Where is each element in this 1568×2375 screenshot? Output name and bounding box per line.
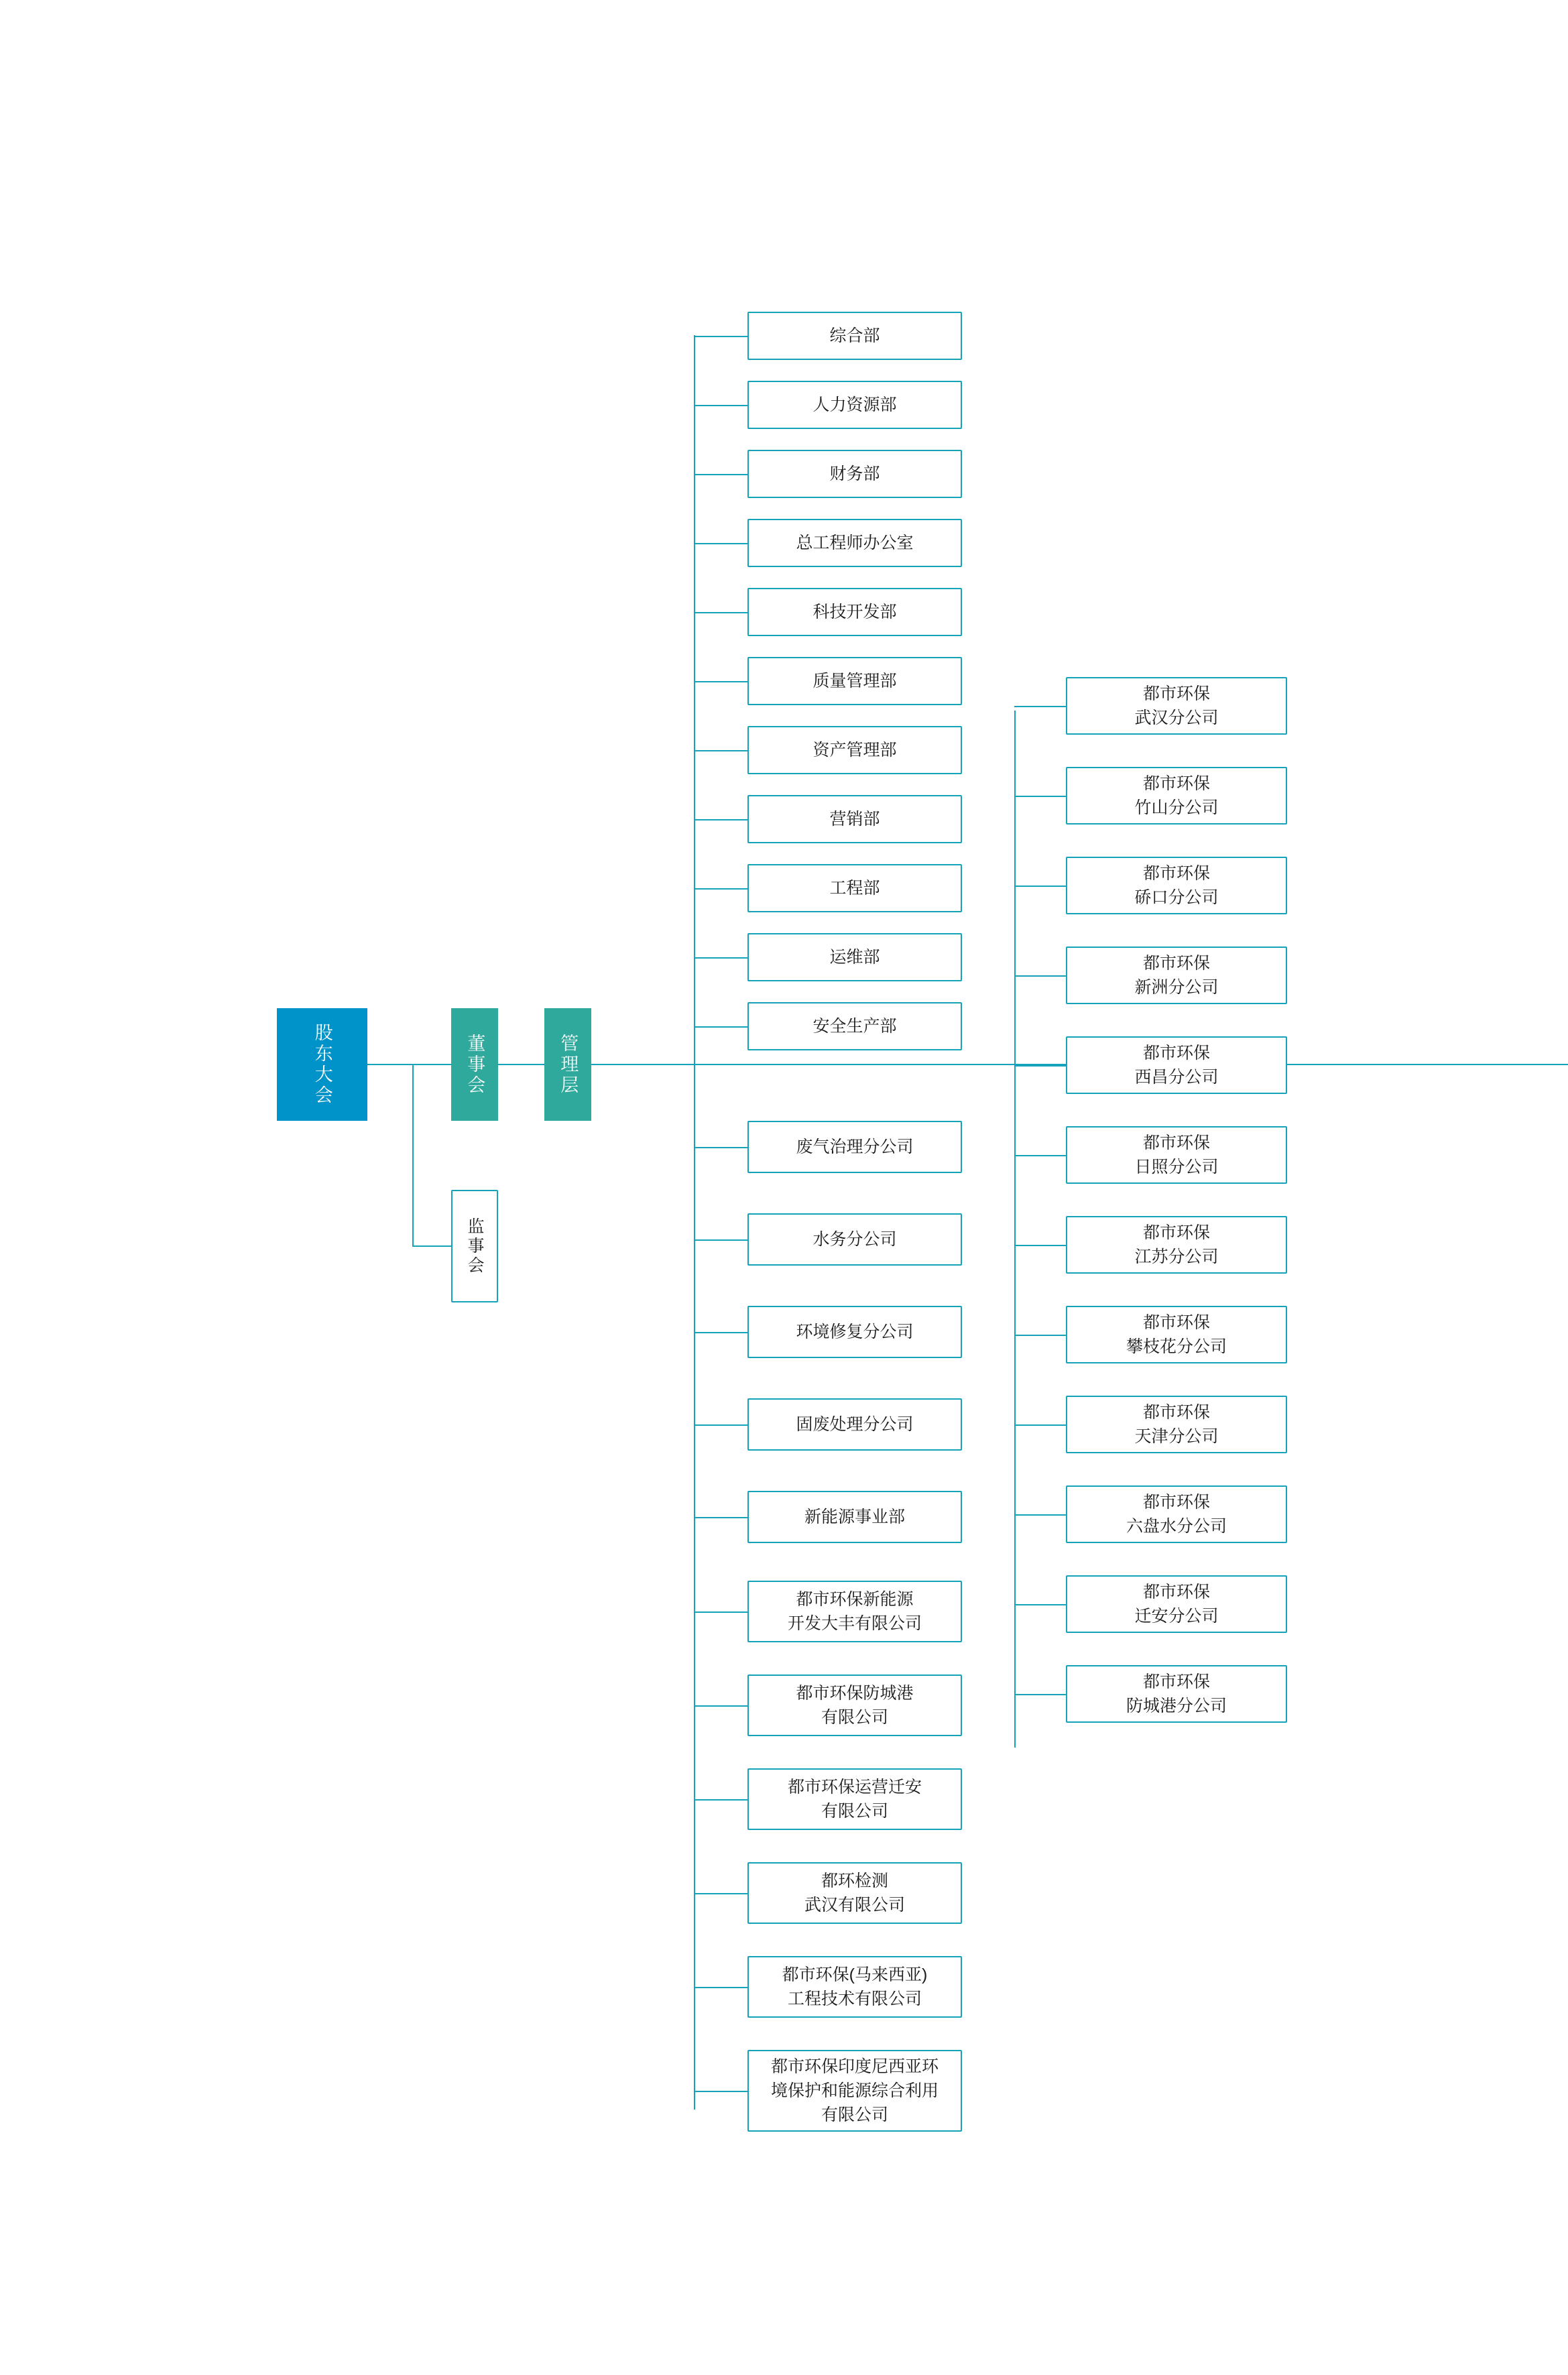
subsidiary-node: 环境修复分公司 (747, 1306, 962, 1358)
department-node: 综合部 (747, 312, 962, 360)
department-node: 运维部 (747, 933, 962, 981)
branch-node: 都市环保 西昌分公司 (1066, 1036, 1287, 1094)
conn-subsidiary (694, 1332, 747, 1333)
branch-node: 都市环保 竹山分公司 (1066, 767, 1287, 825)
subsidiary-node: 废气治理分公司 (747, 1121, 962, 1173)
conn-shareholders-down (412, 1064, 414, 1246)
branch-node: 都市环保 武汉分公司 (1066, 677, 1287, 735)
department-node: 总工程师办公室 (747, 519, 962, 567)
conn-shareholders-board (367, 1064, 451, 1065)
subsidiary-node: 固废处理分公司 (747, 1398, 962, 1451)
conn-department (694, 957, 747, 959)
department-node: 财务部 (747, 450, 962, 498)
conn-department (694, 336, 747, 337)
conn-department (694, 750, 747, 751)
conn-branch (1014, 1604, 1066, 1605)
conn-subsidiary (694, 1893, 747, 1894)
department-node: 安全生产部 (747, 1002, 962, 1050)
branch-node: 都市环保 天津分公司 (1066, 1396, 1287, 1453)
conn-branch (1014, 1514, 1066, 1516)
conn-branch (1014, 796, 1066, 797)
node-supervisors: 监事会 (451, 1190, 498, 1302)
branch-node: 都市环保 江苏分公司 (1066, 1216, 1287, 1274)
conn-department (694, 474, 747, 475)
department-node: 科技开发部 (747, 588, 962, 636)
conn-branch (1014, 1694, 1066, 1695)
branch-node: 都市环保 硚口分公司 (1066, 857, 1287, 914)
department-node: 营销部 (747, 795, 962, 843)
node-board: 董事会 (451, 1008, 498, 1121)
branch-node: 都市环保 六盘水分公司 (1066, 1485, 1287, 1543)
conn-subsidiary (694, 1147, 747, 1148)
department-node: 资产管理部 (747, 726, 962, 774)
conn-subsidiary (694, 1987, 747, 1988)
conn-branch (1014, 1155, 1066, 1156)
branch-node: 都市环保 新洲分公司 (1066, 947, 1287, 1004)
subsidiary-node: 新能源事业部 (747, 1491, 962, 1543)
branch-node: 都市环保 防城港分公司 (1066, 1665, 1287, 1723)
conn-department (694, 819, 747, 820)
conn-branch (1014, 706, 1066, 707)
conn-department (694, 405, 747, 406)
spine-main (694, 335, 695, 2110)
conn-subsidiary (694, 1705, 747, 1707)
conn-department (694, 612, 747, 613)
conn-subsidiary (694, 1799, 747, 1801)
conn-subsidiary (694, 1239, 747, 1241)
conn-department (694, 1026, 747, 1028)
subsidiary-node: 水务分公司 (747, 1213, 962, 1266)
node-shareholders: 股东大会 (277, 1008, 367, 1121)
conn-branch (1014, 1245, 1066, 1246)
conn-subsidiary (694, 1424, 747, 1426)
conn-branch (1014, 886, 1066, 887)
branch-node: 都市环保 日照分公司 (1066, 1126, 1287, 1184)
conn-branch (1014, 1065, 1066, 1067)
conn-subsidiary (694, 1611, 747, 1613)
subsidiary-node: 都市环保新能源 开发大丰有限公司 (747, 1581, 962, 1642)
subsidiary-node: 都环检测 武汉有限公司 (747, 1862, 962, 1924)
node-management: 管理层 (544, 1008, 591, 1121)
branch-node: 都市环保 攀枝花分公司 (1066, 1306, 1287, 1363)
department-node: 人力资源部 (747, 381, 962, 429)
subsidiary-node: 都市环保印度尼西亚环 境保护和能源综合利用 有限公司 (747, 2050, 962, 2132)
subsidiary-node: 都市环保运营迁安 有限公司 (747, 1768, 962, 1830)
branch-node: 都市环保 迁安分公司 (1066, 1575, 1287, 1633)
conn-board-management (498, 1064, 544, 1065)
conn-department (694, 543, 747, 544)
department-node: 质量管理部 (747, 657, 962, 705)
conn-branch (1014, 1424, 1066, 1426)
spine-branch (1014, 711, 1016, 1748)
conn-department (694, 681, 747, 682)
conn-department (694, 888, 747, 890)
conn-subsidiary (694, 1517, 747, 1518)
subsidiary-node: 都市环保(马来西亚) 工程技术有限公司 (747, 1956, 962, 2018)
subsidiary-node: 都市环保防城港 有限公司 (747, 1674, 962, 1736)
department-node: 工程部 (747, 864, 962, 912)
conn-branch (1014, 1335, 1066, 1336)
conn-subsidiary (694, 2091, 747, 2092)
conn-branch (1014, 975, 1066, 977)
conn-to-supervisors (412, 1245, 451, 1247)
